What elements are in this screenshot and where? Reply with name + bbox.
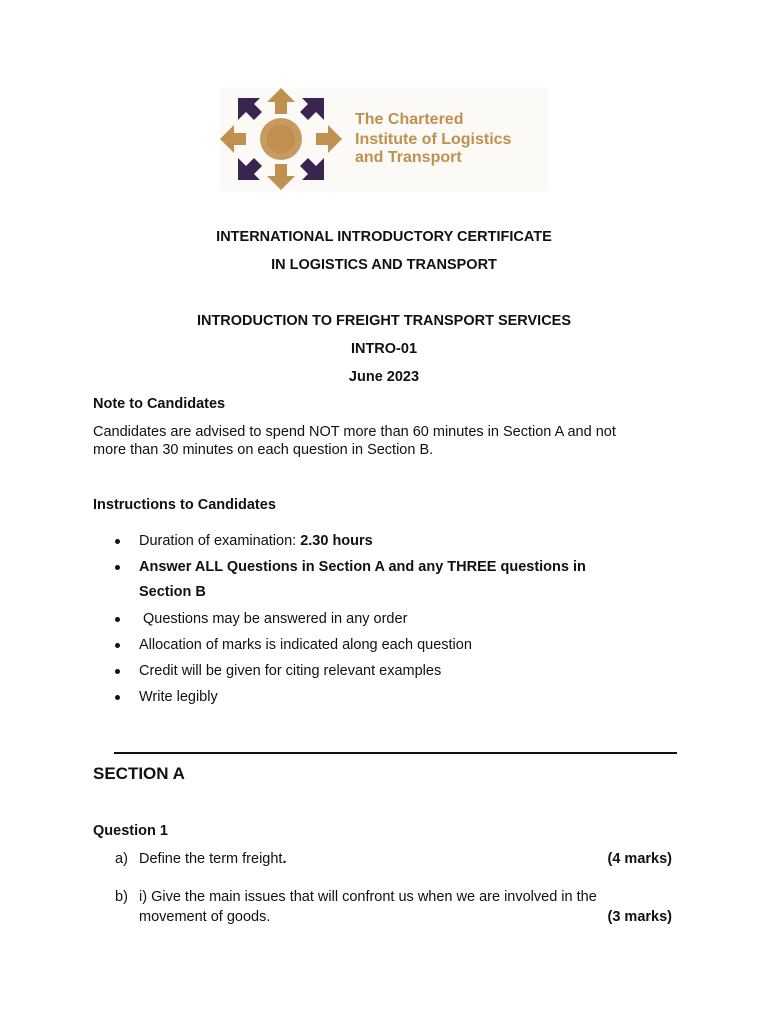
bullet-icon — [115, 539, 120, 544]
compass-arrows-icon — [220, 88, 350, 191]
section-divider — [114, 752, 677, 754]
legibility-instruction: Write legibly — [139, 689, 218, 705]
question-part-label: b) — [115, 889, 128, 905]
order-instruction: Questions may be answered in any order — [139, 611, 408, 627]
question-b-marks: (3 marks) — [607, 909, 672, 925]
question-title: Question 1 — [93, 823, 168, 839]
answer-instruction-line1: Answer ALL Questions in Section A and any THREE questions in — [139, 559, 586, 575]
note-heading: Note to Candidates — [93, 396, 226, 412]
question-b-text-line1: i) Give the main issues that will confront us when we are involved in the — [139, 889, 597, 905]
duration-label: Duration of examination: — [139, 533, 301, 549]
certificate-title: INTERNATIONAL INTRODUCTORY CERTIFICATE — [216, 229, 552, 245]
bullet-icon — [115, 669, 120, 674]
instructions-heading: Instructions to Candidates — [93, 497, 276, 513]
question-a-text: Define the term freight — [139, 851, 283, 867]
section-title: SECTION A — [93, 764, 185, 783]
logo-text-line1: The Chartered — [355, 111, 464, 128]
bullet-icon — [115, 617, 120, 622]
logo-text-line3: and Transport — [355, 149, 462, 166]
note-text-line1: Candidates are advised to spend NOT more than 60 minutes in Section A and not — [93, 424, 616, 440]
certificate-subtitle: IN LOGISTICS AND TRANSPORT — [271, 257, 497, 273]
bullet-icon — [115, 565, 120, 570]
question-part-text — [139, 850, 287, 869]
credit-instruction: Credit will be given for citing relevant examples — [139, 663, 442, 679]
subject-code: INTRO-01 — [350, 341, 418, 357]
answer-instruction-line2: Section B — [139, 584, 206, 600]
question-a-marks: (4 marks) — [607, 851, 672, 867]
logo-text-line2: Institute of Logistics — [355, 131, 512, 148]
question-part-label: a) — [115, 851, 128, 867]
subject-title: INTRODUCTION TO FREIGHT TRANSPORT SERVICES — [196, 313, 572, 329]
bullet-icon — [115, 643, 120, 648]
exam-date: June 2023 — [348, 369, 420, 385]
question-b-text-line2: movement of goods. — [139, 909, 271, 925]
note-text-line2: more than 30 minutes on each question in Section B. — [93, 442, 434, 458]
institute-logo — [220, 88, 548, 191]
question-a-period: . — [282, 851, 287, 867]
bullet-icon — [115, 695, 120, 700]
marks-instruction: Allocation of marks is indicated along each question — [139, 637, 472, 653]
duration-value: 2.30 hours — [300, 533, 373, 549]
